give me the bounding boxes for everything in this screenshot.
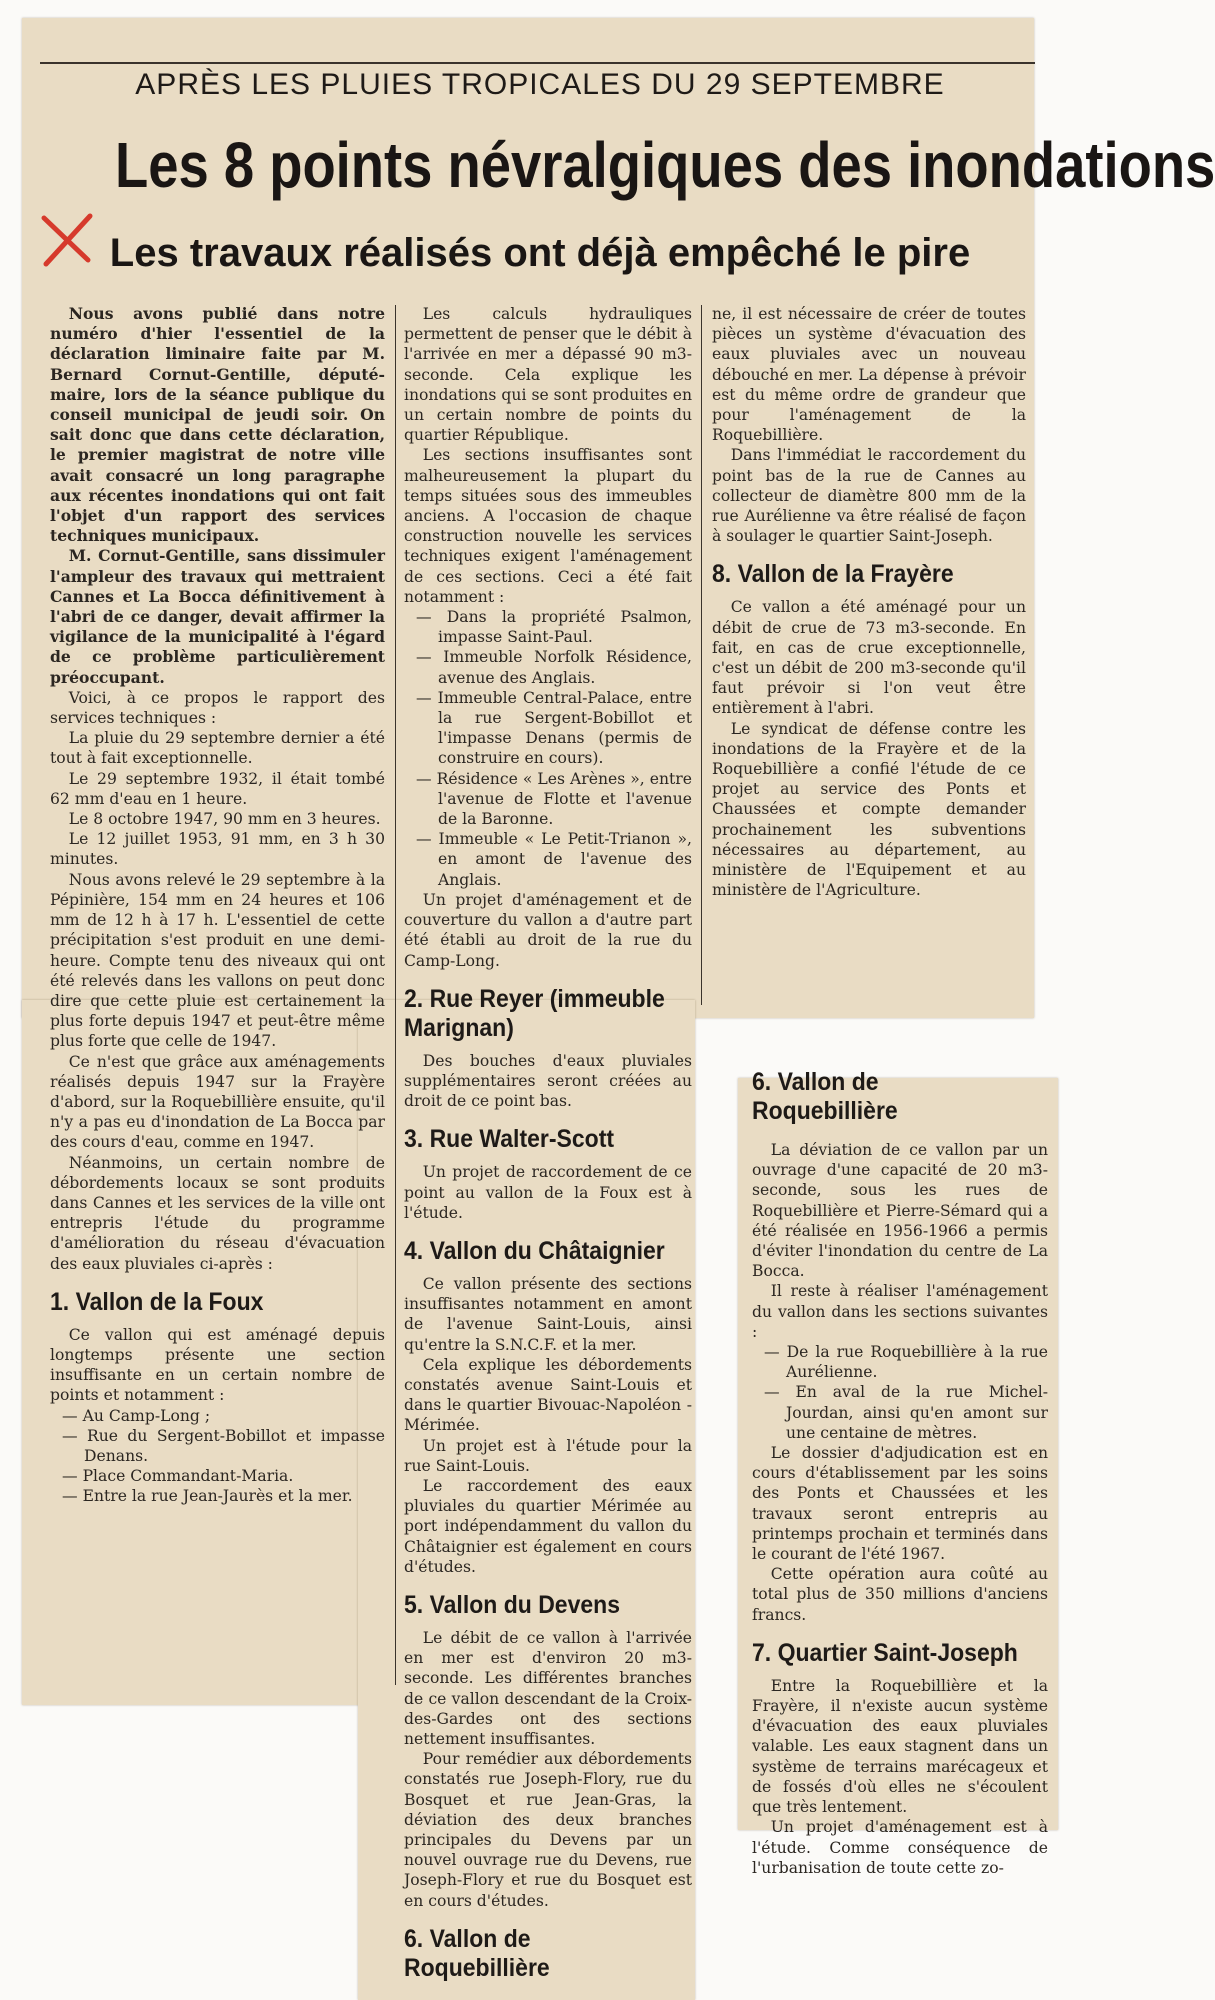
section-heading-6-cut-top: 6. Vallon de Roquebillière	[752, 1068, 898, 1125]
column-3	[712, 304, 1026, 1004]
headline: Les 8 points névralgiques des inondations	[115, 129, 1215, 201]
column-4	[752, 1068, 1048, 1877]
paragraph: Pour remédier aux débordements constatés rue Joseph-Flory, rue du Bosquet et rue Jean-Gras, la déviation des deux branches principales du Devens par un nouvel ouvrage rue du Devens, rue Joseph-Flory et rue du Bosquet est en cours d'études.	[404, 1750, 692, 1910]
list-item: — En aval de la rue Michel-Jourdan, ainsi qu'en amont sur une centaine de mètres.	[752, 1382, 1048, 1443]
list-foux	[50, 1406, 385, 1507]
list-item: — Rue du Sergent-Bobillot et impasse Denans.	[50, 1426, 385, 1466]
paragraph: ne, il est nécessaire de créer de toutes pièces un système d'évacuation des eaux pluviales avec un nouveau débouché en mer. La dépense à prévoir est du même ordre de grandeur que pour l'aménagement de la Roquebillière.	[712, 305, 1026, 445]
list-item: — Immeuble Central-Palace, entre la rue Sergent-Bobillot et l'impasse Denans (permis de construire en cours).	[404, 688, 692, 769]
paragraph: Entre la Roquebillière et la Frayère, il n'existe aucun système d'évacuation des eaux pluviales valable. Les eaux stagnent dans un système de terrains marécageux et de fossés d'où elles ne s'écoulent que très lentement.	[752, 1676, 1048, 1817]
list-item: — Au Camp-Long ;	[50, 1406, 385, 1426]
paragraph: Voici, à ce propos le rapport des services techniques :	[50, 688, 385, 728]
section-heading-7: 7. Quartier Saint-Joseph	[752, 1638, 1018, 1667]
section-heading-3: 3. Rue Walter-Scott	[404, 1125, 615, 1154]
paragraph: Ce vallon a été aménagé pour un débit de crue de 73 m3-seconde. En fait, en cas de crue exceptionnelle, c'est un débit de 200 m3-seconde qu'il faut prévoir si l'on veut être entièrement à l'abri.	[712, 598, 1026, 718]
paragraph: Cela explique les débordements constatés avenue Saint-Louis et dans le quartier Bivouac-Napoléon - Mérimée.	[404, 1355, 692, 1435]
paragraph: Un projet est à l'étude pour la rue Saint-Louis.	[404, 1436, 692, 1475]
column-1	[50, 304, 385, 1704]
column-rule-1	[395, 305, 396, 1685]
paragraph: Le 8 octobre 1947, 90 mm en 3 heures.	[68, 810, 381, 829]
subheadline: Les travaux réalisés ont déjà empêché le pire	[109, 231, 971, 275]
paragraph: Un projet d'aménagement est à l'étude. Comme conséquence de l'urbanisation de toute cette zo-	[752, 1818, 1048, 1877]
list-sections	[752, 1342, 1048, 1443]
paragraph: Les sections insuffisantes sont malheureusement la plupart du temps situées sous des immeubles anciens. A l'occasion de chaque construction nouvelle les services techniques exigent l'aménagement de ces sections. Ceci a été fait notamment :	[404, 446, 692, 606]
section-heading-8: 8. Vallon de la Frayère	[712, 560, 954, 589]
paragraph: Néanmoins, un certain nombre de débordements locaux se sont produits dans Cannes et les services de la ville ont entrepris l'étude du programme d'amélioration du réseau d'évacuation des eaux pluviales ci-après :	[50, 1153, 385, 1273]
list-item: — Immeuble « Le Petit-Trianon », en amont de l'avenue des Anglais.	[404, 829, 692, 890]
kicker: APRÈS LES PLUIES TROPICALES DU 29 SEPTEMBRE	[135, 68, 945, 101]
section-heading-4: 4. Vallon du Châtaignier	[404, 1236, 665, 1265]
column-rule-2	[701, 305, 702, 1005]
paragraph: La pluie du 29 septembre dernier a été tout à fait exceptionnelle.	[50, 729, 385, 768]
paragraph: La déviation de ce vallon par un ouvrage d'une capacité de 20 m3-seconde, sous les rues de Roquebillière et Pierre-Sémard qui a été réalisée en 1956-1966 a permis d'éviter l'inondation du centre de La Bocca.	[752, 1141, 1048, 1281]
paragraph: Le syndicat de défense contre les inondations de la Frayère et de la Roquebillière a confié l'étude de ce projet au service des Ponts et Chaussées et compte demander prochainement les subventions nécessaires au département, au ministère de l'Equipement et au ministère de l'Agriculture.	[712, 719, 1026, 900]
paragraph: Dans l'immédiat le raccordement du point bas de la rue de Cannes au collecteur de diamètre 800 mm de la rue Aurélienne va être réalisé de façon à soulager le quartier Saint-Joseph.	[712, 446, 1026, 546]
paragraph: Un projet de raccordement de ce point au vallon de la Foux est à l'étude.	[404, 1163, 692, 1222]
paragraph: Les calculs hydrauliques permettent de penser que le débit à l'arrivée en mer a dépassé 90 m3-seconde. Cela explique les inondations qui se sont produites en un certain nombre de points du quartier République.	[404, 305, 692, 445]
paragraph: Il reste à réaliser l'aménagement du vallon dans les sections suivantes :	[752, 1282, 1048, 1341]
section-heading-2: 2. Rue Reyer (immeuble Marignan)	[404, 984, 665, 1042]
intro-paragraph-2: M. Cornut-Gentille, sans dissimuler l'ampleur des travaux qui mettraient Cannes et La Bocca définitivement à l'abri de ce danger, devait affirmer la vigilance de la municipalité à l'égard de ce problème particulièrement préoccupant.	[50, 546, 385, 687]
list-item: — De la rue Roquebillière à la rue Aurélienne.	[752, 1342, 1048, 1382]
list-item: — Dans la propriété Psalmon, impasse Saint-Paul.	[404, 607, 692, 647]
list-item: — Entre la rue Jean-Jaurès et la mer.	[50, 1486, 385, 1506]
top-rule	[40, 62, 1035, 64]
paragraph: Des bouches d'eaux pluviales supplémentaires seront créées au droit de ce point bas.	[404, 1051, 692, 1111]
section-heading-5: 5. Vallon du Devens	[404, 1590, 621, 1619]
paragraph: Le débit de ce vallon à l'arrivée en mer est d'environ 20 m3-seconde. Les différentes branches de ce vallon descendant de la Croix-des-Gardes ont des sections nettement insuffisantes.	[404, 1628, 692, 1748]
paragraph: Ce n'est que grâce aux aménagements réalisés depuis 1947 sur la Frayère d'abord, sur la Roquebillière ensuite, qu'il n'y a pas eu d'inondation de La Bocca par des cours d'eau, comme en 1947.	[50, 1052, 385, 1152]
paragraph: Le 12 juillet 1953, 91 mm, en 3 h 30 minutes.	[50, 830, 385, 869]
list-item: — Résidence « Les Arènes », entre l'avenue de Flotte et l'avenue de la Baronne.	[404, 769, 692, 830]
paragraph: Un projet d'aménagement et de couverture du vallon a d'autre part été établi au droit de la rue du Camp-Long.	[404, 890, 692, 970]
list-item: — Immeuble Norfolk Résidence, avenue des Anglais.	[404, 647, 692, 687]
column-2	[404, 304, 692, 2000]
red-cross-mark	[38, 210, 96, 270]
list-item: — Place Commandant-Maria.	[50, 1466, 385, 1486]
paragraph: Ce vallon présente des sections insuffisantes notamment en amont de l'avenue Saint-Louis, ainsi qu'entre la S.N.C.F. et la mer.	[404, 1274, 692, 1354]
paragraph: Cette opération aura coûté au total plus de 350 millions d'anciens francs.	[752, 1565, 1048, 1624]
paragraph: Le 29 septembre 1932, il était tombé 62 mm d'eau en 1 heure.	[50, 769, 385, 808]
paragraph: Le raccordement des eaux pluviales du quartier Mérimée au port indépendamment du vallon du Châtaignier est également en cours d'études.	[404, 1476, 692, 1576]
intro-paragraph: Nous avons publié dans notre numéro d'hier l'essentiel de la déclaration liminaire faite par M. Bernard Cornut-Gentille, député-maire, lors de la séance publique du conseil municipal de jeudi soir. On sait donc que dans cette déclaration, le premier magistrat de notre ville avait consacré un long paragraphe aux récentes inondations qui ont fait l'objet d'un rapport des services techniques municipaux.	[50, 304, 385, 546]
paragraph: Le dossier d'adjudication est en cours d'établissement par les soins des Ponts et Chaussées et les travaux seront entrepris au printemps prochain et terminés dans le courant de l'été 1967.	[752, 1444, 1048, 1564]
paragraph: Ce vallon qui est aménagé depuis longtemps présente une section insuffisante en un certain nombre de points et notamment :	[50, 1325, 385, 1405]
paragraph: Nous avons relevé le 29 septembre à la Pépinière, 154 mm en 24 heures et 106 mm de 12 h à 17 h. L'essentiel de cette précipitation s'est produit en une demi-heure. Compte tenu des niveaux qui ont été relevés dans les vallons on peut donc dire que cette pluie est certainement la plus forte depuis 1947 et peut-être même plus forte que celle de 1947.	[50, 870, 385, 1051]
section-heading-6-cut: 6. Vallon de Roquebillière	[404, 1924, 550, 1982]
section-heading-1: 1. Vallon de la Foux	[50, 1287, 264, 1316]
list-constructions	[404, 607, 692, 890]
